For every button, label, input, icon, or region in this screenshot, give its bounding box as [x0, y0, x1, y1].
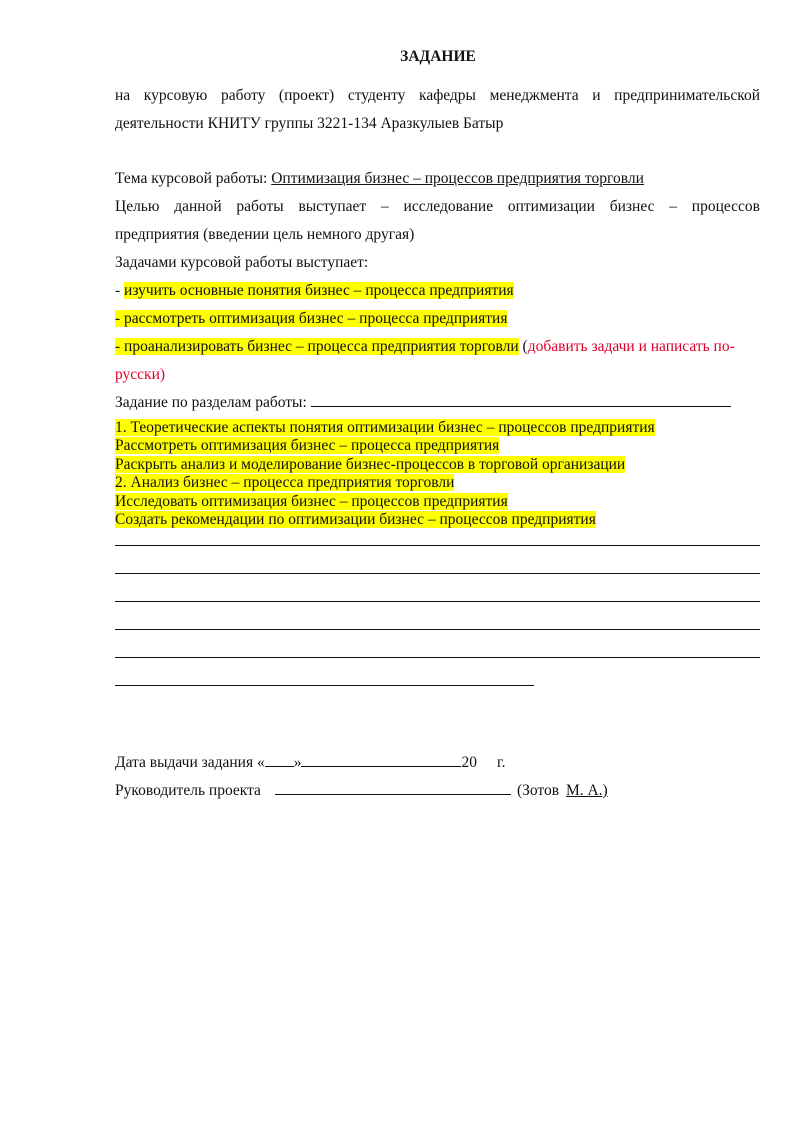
section-item: Исследовать оптимизация бизнес – процессов предприятия [115, 492, 508, 510]
blank-rule-4 [115, 629, 760, 630]
section-item: 1. Теоретические аспекты понятия оптимизации бизнес – процессов предприятия [115, 419, 655, 436]
task-3-note-line-2: русски) [115, 366, 166, 383]
supervisor-line [115, 777, 608, 805]
task-3-text: - проанализировать бизнес – процесса предприятия торговли [115, 338, 519, 355]
task-3-note-continuation [115, 361, 165, 389]
task-item-3 [115, 333, 735, 361]
intro-paragraph [115, 82, 760, 138]
sections-label: Задание по разделам работы: [115, 394, 311, 411]
issue-month-blank [301, 752, 461, 767]
tasks-label: Задачами курсовой работы выступает: [115, 254, 369, 271]
theme-line [115, 165, 644, 193]
sections-label-line [115, 389, 731, 417]
goal-paragraph [115, 193, 760, 249]
section-item: Рассмотреть оптимизация бизнес – процесса предприятия [115, 437, 500, 455]
section-item: Раскрыть анализ и моделирование бизнес-процессов в торговой организации [115, 455, 626, 473]
issue-year-suffix: г. [496, 754, 506, 771]
section-item: Создать рекомендации по оптимизации бизнес – процессов предприятия [115, 511, 596, 529]
blank-rule-2 [115, 573, 760, 574]
blank-rule-6 [115, 685, 534, 686]
task-1-text: изучить основные понятия бизнес – процесса предприятия [124, 282, 514, 299]
issue-date-label: Дата выдачи задания « [115, 754, 265, 771]
task-1-dash: - [115, 282, 125, 299]
issue-date-close: » [293, 754, 302, 771]
goal-line-2: предприятия (введении цель немного другая) [115, 226, 415, 243]
document-title: ЗАДАНИЕ [400, 48, 476, 65]
theme-label: Тема курсовой работы: [115, 170, 272, 187]
issue-year: 20 [461, 754, 477, 771]
issue-day-blank [265, 752, 294, 767]
task-2-text: - рассмотреть оптимизация бизнес – процесса предприятия [115, 310, 508, 327]
task-item-2 [115, 305, 507, 333]
intro-line-1: на курсовую работу (проект) студенту кафедры менеджмента и предпринимательской [115, 87, 760, 104]
blank-rule-3 [115, 601, 760, 602]
task-item-1 [115, 277, 514, 305]
issue-date-line [115, 749, 505, 777]
task-3-paren: ( [518, 338, 528, 355]
intro-line-2: деятельности КНИТУ группы 3221-134 Аразкулыев Батыр [115, 115, 504, 132]
blank-rule-5 [115, 657, 760, 658]
supervisor-label: Руководитель проекта [115, 782, 261, 799]
goal-line-1: Целью данной работы выступает – исследование оптимизации бизнес – процессов [115, 198, 760, 215]
supervisor-signature-blank [275, 780, 511, 795]
sections-blank-line [311, 392, 731, 407]
task-3-note-line-1: добавить задачи и написать по- [527, 338, 735, 355]
supervisor-initials: М. А.) [565, 782, 608, 799]
section-item: 2. Анализ бизнес – процесса предприятия торговли [115, 474, 455, 492]
sections-list [115, 419, 775, 529]
theme-value: Оптимизация бизнес – процессов предприятия торговли [271, 170, 644, 187]
supervisor-name-open: (Зотов [516, 782, 563, 799]
blank-rule-1 [115, 545, 760, 546]
